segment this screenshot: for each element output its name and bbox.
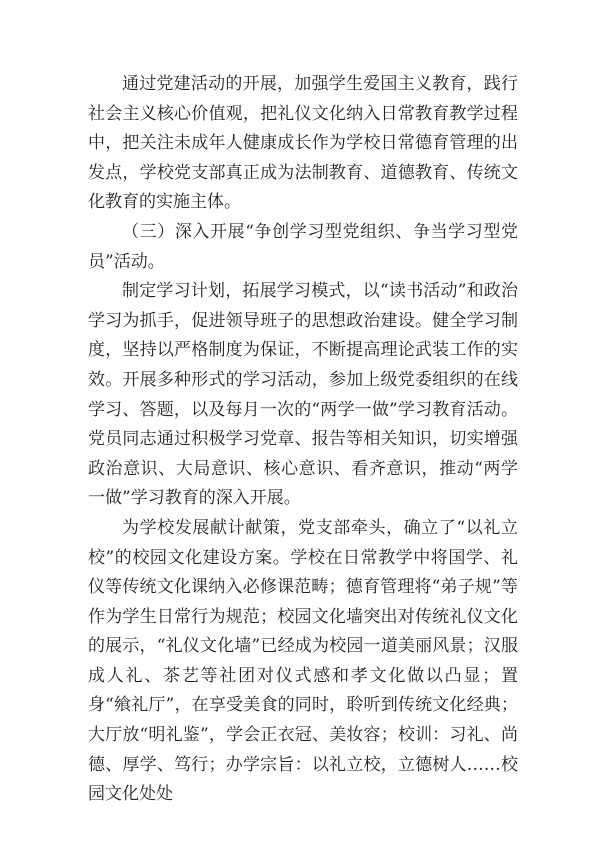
paragraph-party-building: 通过党建活动的开展，加强学生爱国主义教育，践行社会主义核心价值观，把礼仪文化纳入日常教育教学过程中，把关注未成年人健康成长作为学校日常德育管理的出发点，学校党支部真正成为法制教育、道德教育、传统文化教育的实施主体。	[88, 74, 518, 213]
paragraph-campus-culture: 为学校发展献计献策，党支部牵头，确立了“以礼立校”的校园文化建设方案。学校在日常教学中将国学、礼仪等传统文化课纳入必修课范畴；德育管理将“弟子规”等作为学生日常行为规范；校园文化墙突出对传统礼仪文化的展示，“礼仪文化墙”已经成为校园一道美丽风景；汉服成人礼、茶艺等社团对仪式感和孝文化做以凸显；置身“飨礼厅”，在享受美食的同时，聆听到传统文化经典；大厅放“明礼鉴”，学会正衣冠、美妆容；校训：习礼、尚德、厚学、笃行；办学宗旨：以礼立校，立德树人……校园文化处处	[88, 517, 518, 805]
paragraph-study-plan: 制定学习计划，拓展学习模式，以“读书活动”和政治学习为抓手，促进领导班子的思想政治建设。健全学习制度，坚持以严格制度为保证，不断提高理论武装工作的实效。开展多种形式的学习活动，参加上级党委组织的在线学习、答题，以及每月一次的“两学一做”学习教育活动。党员同志通过积极学习党章、报告等相关知识，切实增强政治意识、大局意识、核心意识、看齐意识，推动“两学一做”学习教育的深入开展。	[88, 281, 518, 509]
document-body	[88, 70, 518, 810]
paragraph-section-heading: （三）深入开展“争创学习型党组织、争当学习型党员”活动。	[88, 221, 518, 272]
